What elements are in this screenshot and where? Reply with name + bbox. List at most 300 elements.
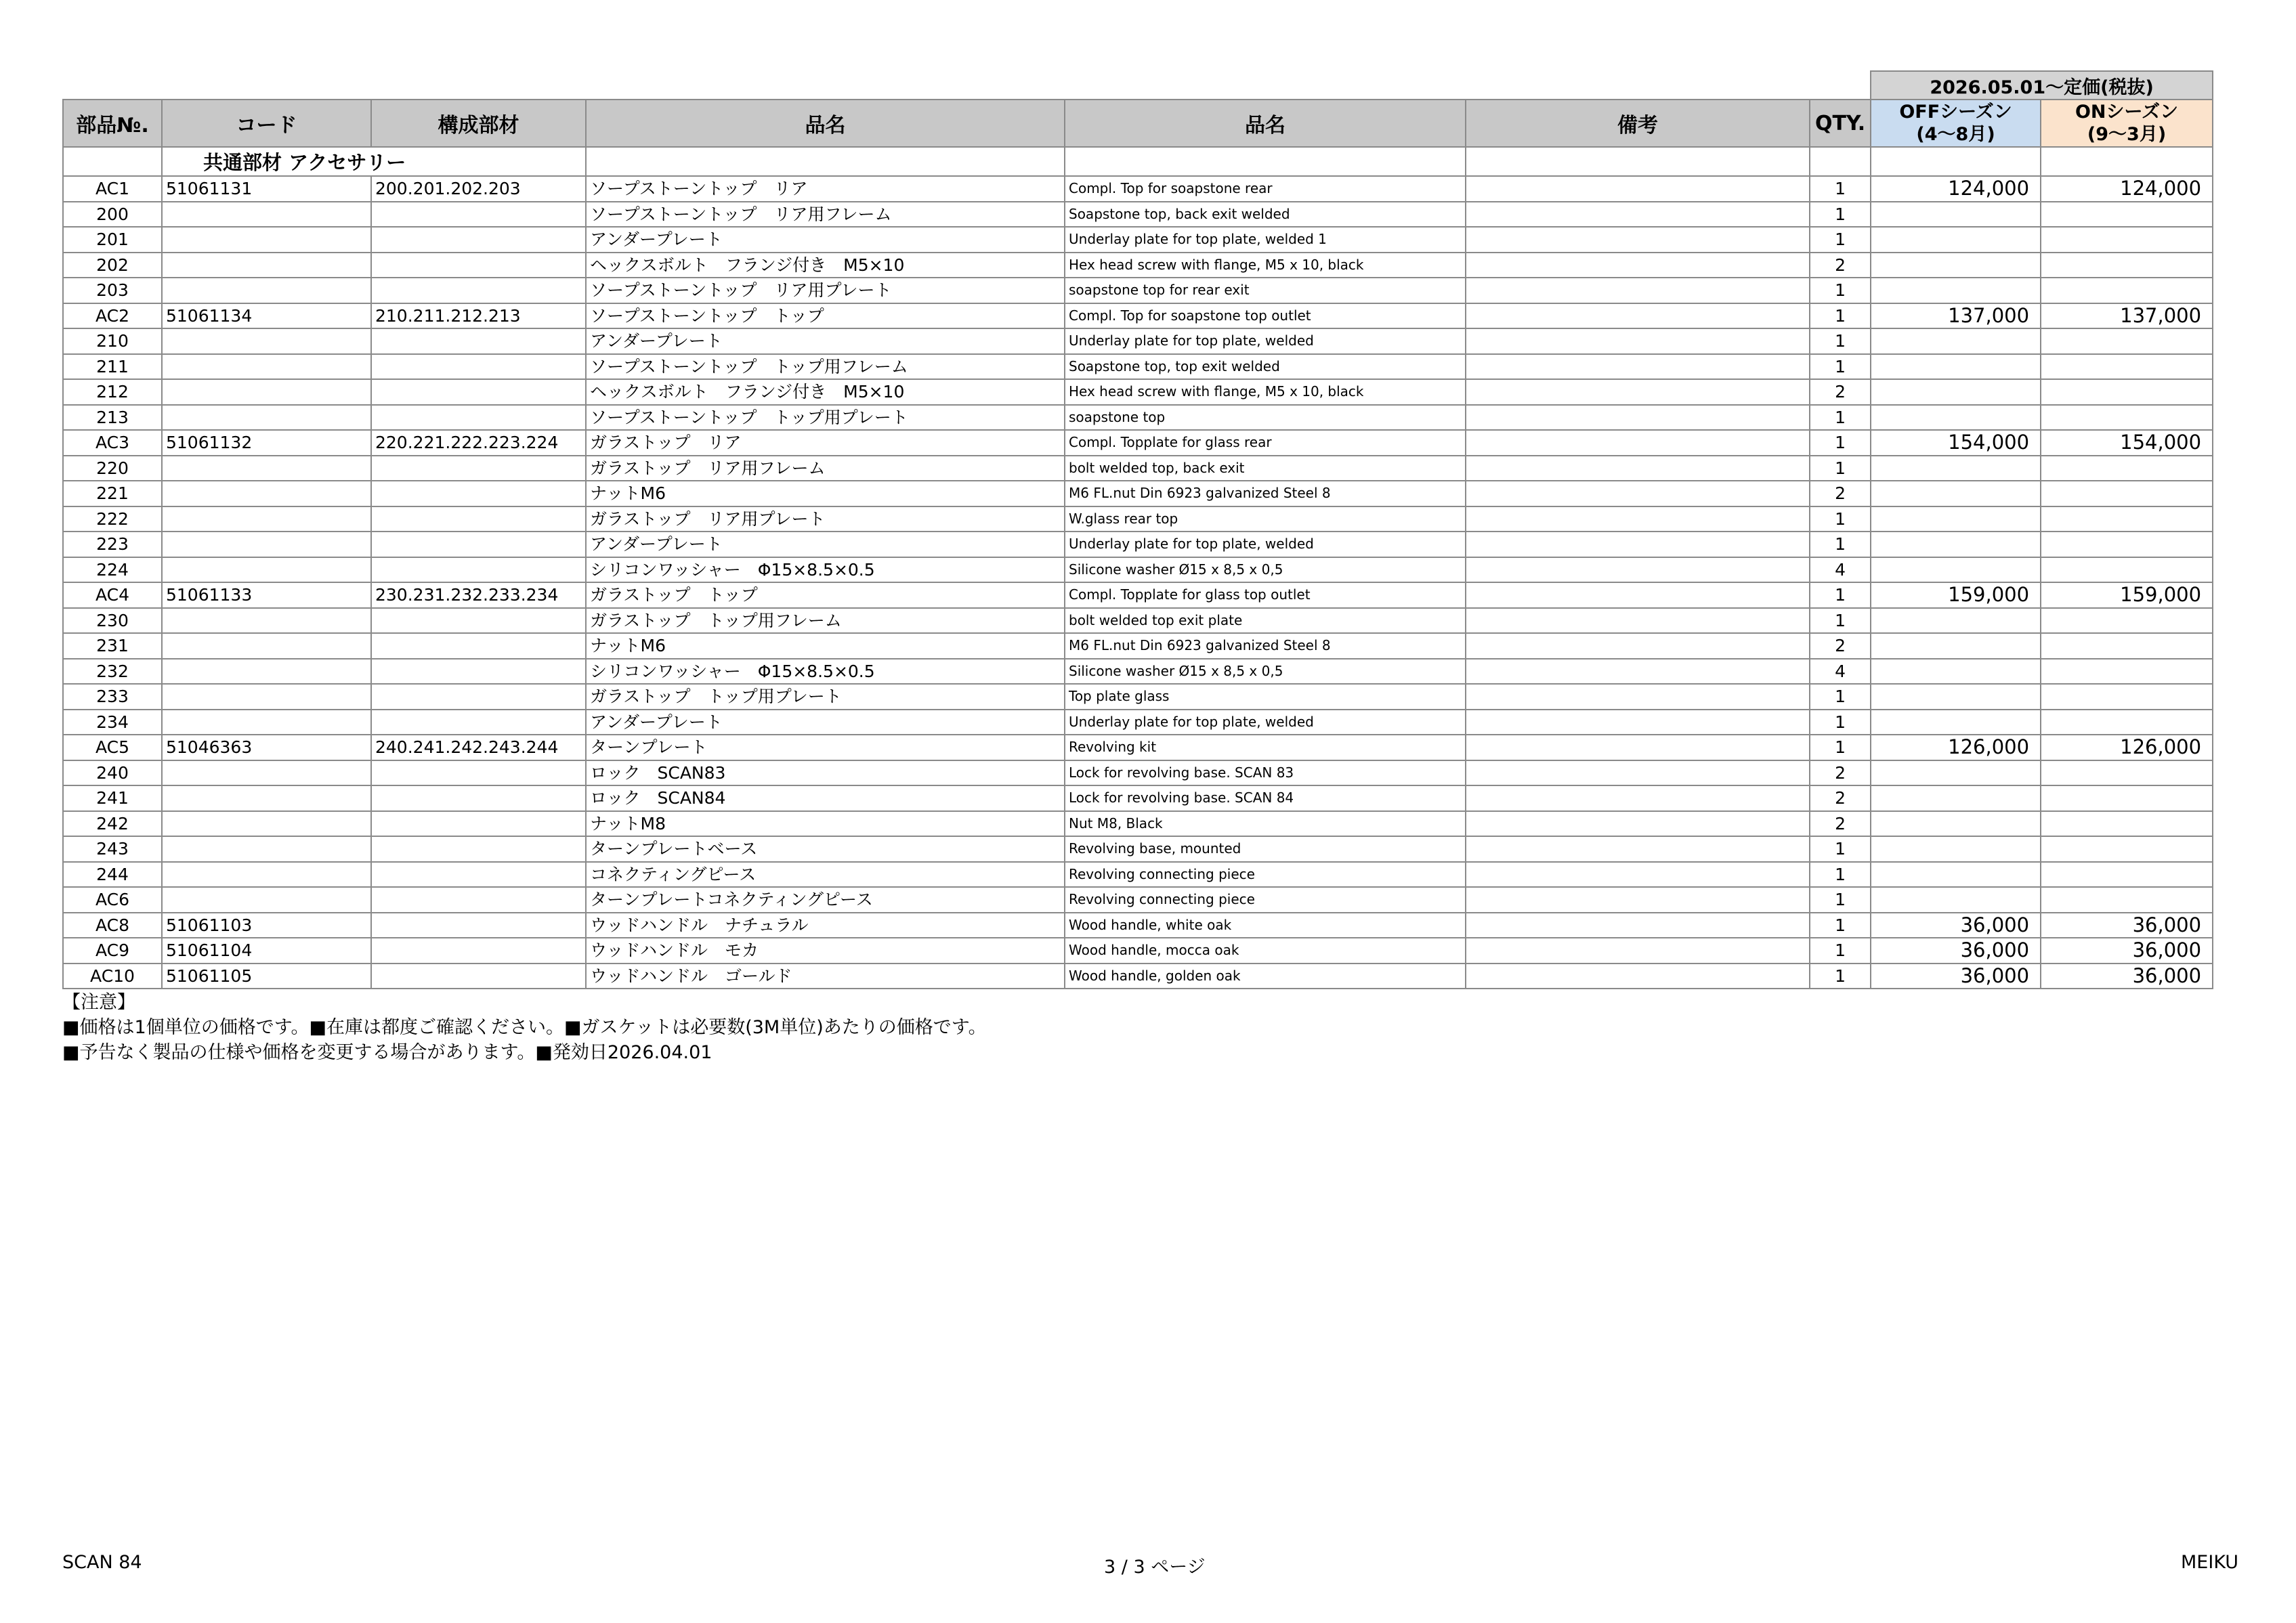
cell-name-jp: コネクティングピース — [586, 862, 1065, 888]
table-row — [63, 405, 2213, 431]
cell-name-jp: ウッドハンドル ナチュラル — [586, 913, 1065, 938]
cell-remarks — [1466, 176, 1810, 202]
cell-part-no: 244 — [63, 862, 162, 888]
cell-on-season-price — [2041, 354, 2213, 380]
cell-name-jp: ターンプレート — [586, 735, 1065, 760]
cell-name-jp: ソープストーントップ リア — [586, 176, 1065, 202]
cell-name-en: Underlay plate for top plate, welded 1 — [1065, 227, 1466, 253]
table-row — [63, 735, 2213, 760]
cell-components — [371, 202, 586, 228]
cell-remarks — [1466, 811, 1810, 837]
cell-off-season-price — [1871, 278, 2041, 303]
cell-code: 51061133 — [162, 582, 371, 608]
cell-name-en: Revolving base, mounted — [1065, 836, 1466, 862]
cell-components — [371, 379, 586, 405]
table-row — [63, 354, 2213, 380]
cell-remarks — [1466, 253, 1810, 278]
cell-components — [371, 557, 586, 583]
cell-code — [162, 633, 371, 659]
cell-name-en: Top plate glass — [1065, 684, 1466, 710]
cell-name-en: Revolving connecting piece — [1065, 862, 1466, 888]
cell-components — [371, 532, 586, 557]
table-row — [63, 659, 2213, 685]
cell-name-jp: アンダープレート — [586, 227, 1065, 253]
cell-qty: 1 — [1810, 303, 1871, 329]
cell-name-jp: ヘックスボルト フランジ付き M5×10 — [586, 379, 1065, 405]
cell-remarks — [1466, 684, 1810, 710]
cell-on-season-price — [2041, 379, 2213, 405]
column-header-components: 構成部材 — [371, 100, 586, 147]
table-row — [63, 760, 2213, 786]
cell-remarks — [1466, 328, 1810, 354]
cell-components: 200.201.202.203 — [371, 176, 586, 202]
cell-part-no: 224 — [63, 557, 162, 583]
cell-on-season-price — [2041, 278, 2213, 303]
cell-components — [371, 405, 586, 431]
cell-off-season-price — [1871, 379, 2041, 405]
cell-name-en: soapstone top — [1065, 405, 1466, 431]
column-header-part-no: 部品№. — [63, 100, 162, 147]
cell-on-season-price — [2041, 684, 2213, 710]
cell-code — [162, 278, 371, 303]
table-row — [63, 964, 2213, 989]
cell-name-en: Underlay plate for top plate, welded — [1065, 710, 1466, 735]
cell-part-no: AC6 — [63, 887, 162, 913]
cell-components — [371, 938, 586, 964]
cell-part-no: 201 — [63, 227, 162, 253]
cell-on-season-price — [2041, 633, 2213, 659]
cell-components — [371, 354, 586, 380]
cell-code — [162, 532, 371, 557]
cell-code: 51061103 — [162, 913, 371, 938]
cell-name-jp: シリコンワッシャー Φ15×8.5×0.5 — [586, 557, 1065, 583]
cell-on-season-price — [2041, 862, 2213, 888]
cell-on-season-price — [2041, 202, 2213, 228]
cell-code — [162, 684, 371, 710]
cell-remarks — [1466, 964, 1810, 989]
cell-name-jp: ソープストーントップ トップ用フレーム — [586, 354, 1065, 380]
cell-on-season-price — [2041, 887, 2213, 913]
cell-name-en: Revolving kit — [1065, 735, 1466, 760]
cell-name-jp: ウッドハンドル モカ — [586, 938, 1065, 964]
cell-part-no: 220 — [63, 456, 162, 481]
cell-components — [371, 481, 586, 506]
cell-name-en: Silicone washer Ø15 x 8,5 x 0,5 — [1065, 557, 1466, 583]
cell-off-season-price — [1871, 227, 2041, 253]
cell-name-en: Wood handle, mocca oak — [1065, 938, 1466, 964]
cell-qty: 1 — [1810, 176, 1871, 202]
cell-components: 210.211.212.213 — [371, 303, 586, 329]
footer-page-number: 3 / 3 ページ — [1104, 1557, 1206, 1578]
cell-off-season-price — [1871, 506, 2041, 532]
cell-off-season-price: 36,000 — [1871, 938, 2041, 964]
footer-brand: MEIKU — [2181, 1552, 2239, 1573]
cell-components — [371, 659, 586, 685]
cell-remarks — [1466, 532, 1810, 557]
cell-qty: 2 — [1810, 760, 1871, 786]
cell-name-en: Compl. Top for soapstone rear — [1065, 176, 1466, 202]
cell-qty: 2 — [1810, 633, 1871, 659]
column-header-off-season — [1871, 100, 2041, 147]
section-title: 共通部材 アクセサリー — [162, 147, 586, 176]
cell-code — [162, 862, 371, 888]
table-row — [63, 710, 2213, 735]
cell-qty: 1 — [1810, 328, 1871, 354]
cell-code — [162, 887, 371, 913]
cell-qty: 1 — [1810, 506, 1871, 532]
cell-code: 51061132 — [162, 430, 371, 456]
cell-part-no: 210 — [63, 328, 162, 354]
cell-name-jp: アンダープレート — [586, 328, 1065, 354]
cell-name-en: Underlay plate for top plate, welded — [1065, 532, 1466, 557]
cell-part-no: AC9 — [63, 938, 162, 964]
cell-name-jp: ソープストーントップ リア用フレーム — [586, 202, 1065, 228]
cell-qty: 2 — [1810, 481, 1871, 506]
cell-on-season-price: 126,000 — [2041, 735, 2213, 760]
cell-components — [371, 506, 586, 532]
cell-name-jp: ソープストーントップ トップ — [586, 303, 1065, 329]
cell-name-jp: アンダープレート — [586, 532, 1065, 557]
cell-off-season-price — [1871, 710, 2041, 735]
cell-remarks — [1466, 913, 1810, 938]
cell-name-en: M6 FL.nut Din 6923 galvanized Steel 8 — [1065, 481, 1466, 506]
column-header-name-en: 品名 — [1065, 100, 1466, 147]
cell-components — [371, 253, 586, 278]
cell-name-jp: ガラストップ トップ用フレーム — [586, 608, 1065, 634]
cell-off-season-price — [1871, 328, 2041, 354]
cell-on-season-price — [2041, 608, 2213, 634]
cell-off-season-price — [1871, 811, 2041, 837]
cell-name-en: bolt welded top, back exit — [1065, 456, 1466, 481]
cell-name-jp: ターンプレートコネクティングピース — [586, 887, 1065, 913]
cell-name-jp: ウッドハンドル ゴールド — [586, 964, 1065, 989]
cell-name-en: Lock for revolving base. SCAN 84 — [1065, 785, 1466, 811]
cell-name-en: Silicone washer Ø15 x 8,5 x 0,5 — [1065, 659, 1466, 685]
cell-part-no: AC8 — [63, 913, 162, 938]
cell-name-jp: ターンプレートベース — [586, 836, 1065, 862]
cell-part-no: 203 — [63, 278, 162, 303]
cell-name-en: Compl. Topplate for glass top outlet — [1065, 582, 1466, 608]
cell-on-season-price: 137,000 — [2041, 303, 2213, 329]
cell-remarks — [1466, 430, 1810, 456]
cell-code — [162, 328, 371, 354]
cell-qty: 1 — [1810, 227, 1871, 253]
cell-qty: 4 — [1810, 557, 1871, 583]
cell-on-season-price: 124,000 — [2041, 176, 2213, 202]
cell-qty: 1 — [1810, 938, 1871, 964]
cell-code — [162, 836, 371, 862]
cell-off-season-price: 154,000 — [1871, 430, 2041, 456]
table-row — [63, 633, 2213, 659]
price-band-row — [63, 71, 2213, 100]
cell-on-season-price — [2041, 253, 2213, 278]
cell-components — [371, 633, 586, 659]
table-header-row — [63, 100, 2213, 147]
cell-name-en: soapstone top for rear exit — [1065, 278, 1466, 303]
cell-code — [162, 227, 371, 253]
cell-components — [371, 811, 586, 837]
cell-qty: 1 — [1810, 710, 1871, 735]
cell-code — [162, 811, 371, 837]
cell-qty: 1 — [1810, 913, 1871, 938]
parts-price-table — [62, 70, 2213, 989]
notes-line-1: ■価格は1個単位の価格です。■在庫は都度ご確認ください。■ガスケットは必要数(3M単位)あたりの価格です。 — [62, 1017, 987, 1038]
cell-on-season-price: 36,000 — [2041, 938, 2213, 964]
column-header-code: コード — [162, 100, 371, 147]
cell-off-season-price — [1871, 862, 2041, 888]
cell-off-season-price — [1871, 456, 2041, 481]
column-header-name-jp: 品名 — [586, 100, 1065, 147]
cell-code — [162, 481, 371, 506]
cell-qty: 1 — [1810, 836, 1871, 862]
off-season-label: OFFシーズン — [1899, 102, 2012, 123]
footer-model: SCAN 84 — [62, 1552, 142, 1573]
cell-remarks — [1466, 456, 1810, 481]
cell-components — [371, 456, 586, 481]
cell-remarks — [1466, 278, 1810, 303]
cell-part-no: AC3 — [63, 430, 162, 456]
cell-qty: 1 — [1810, 608, 1871, 634]
table-row — [63, 532, 2213, 557]
cell-name-jp: ガラストップ リア — [586, 430, 1065, 456]
cell-name-jp: ロック SCAN83 — [586, 760, 1065, 786]
table-row — [63, 506, 2213, 532]
cell-qty: 1 — [1810, 532, 1871, 557]
cell-name-en: Revolving connecting piece — [1065, 887, 1466, 913]
cell-qty: 2 — [1810, 785, 1871, 811]
table-row — [63, 557, 2213, 583]
cell-on-season-price — [2041, 836, 2213, 862]
table-row — [63, 379, 2213, 405]
cell-name-en: Underlay plate for top plate, welded — [1065, 328, 1466, 354]
off-season-months: (4～8月) — [1916, 124, 1995, 145]
cell-remarks — [1466, 557, 1810, 583]
cell-remarks — [1466, 506, 1810, 532]
cell-name-jp: アンダープレート — [586, 710, 1065, 735]
cell-remarks — [1466, 202, 1810, 228]
cell-on-season-price — [2041, 227, 2213, 253]
cell-code: 51061134 — [162, 303, 371, 329]
cell-off-season-price — [1871, 684, 2041, 710]
cell-name-en: Lock for revolving base. SCAN 83 — [1065, 760, 1466, 786]
table-row — [63, 303, 2213, 329]
cell-components — [371, 227, 586, 253]
cell-off-season-price — [1871, 608, 2041, 634]
cell-part-no: AC1 — [63, 176, 162, 202]
cell-name-en: Soapstone top, back exit welded — [1065, 202, 1466, 228]
table-row — [63, 684, 2213, 710]
cell-code — [162, 785, 371, 811]
table-row — [63, 836, 2213, 862]
cell-code — [162, 506, 371, 532]
cell-off-season-price: 126,000 — [1871, 735, 2041, 760]
cell-components — [371, 710, 586, 735]
cell-off-season-price — [1871, 405, 2041, 431]
table-row — [63, 785, 2213, 811]
cell-components: 230.231.232.233.234 — [371, 582, 586, 608]
cell-code — [162, 760, 371, 786]
cell-qty: 1 — [1810, 684, 1871, 710]
cell-on-season-price — [2041, 760, 2213, 786]
cell-remarks — [1466, 785, 1810, 811]
cell-on-season-price — [2041, 710, 2213, 735]
column-header-on-season — [2041, 100, 2213, 147]
cell-part-no: 212 — [63, 379, 162, 405]
cell-components — [371, 887, 586, 913]
cell-name-jp: シリコンワッシャー Φ15×8.5×0.5 — [586, 659, 1065, 685]
cell-on-season-price: 36,000 — [2041, 913, 2213, 938]
cell-name-jp: ナットM8 — [586, 811, 1065, 837]
cell-code — [162, 659, 371, 685]
cell-on-season-price — [2041, 557, 2213, 583]
cell-off-season-price — [1871, 532, 2041, 557]
cell-part-no: 232 — [63, 659, 162, 685]
cell-name-jp: ソープストーントップ リア用プレート — [586, 278, 1065, 303]
table-row — [63, 456, 2213, 481]
cell-part-no: 240 — [63, 760, 162, 786]
cell-qty: 1 — [1810, 735, 1871, 760]
cell-qty: 2 — [1810, 253, 1871, 278]
cell-components — [371, 836, 586, 862]
price-band-label: 2026.05.01～定価(税抜) — [1871, 71, 2213, 100]
cell-off-season-price — [1871, 253, 2041, 278]
table-row — [63, 608, 2213, 634]
cell-remarks — [1466, 633, 1810, 659]
table-row — [63, 862, 2213, 888]
cell-name-en: Soapstone top, top exit welded — [1065, 354, 1466, 380]
cell-part-no: 222 — [63, 506, 162, 532]
cell-on-season-price — [2041, 328, 2213, 354]
cell-qty: 1 — [1810, 862, 1871, 888]
cell-on-season-price — [2041, 481, 2213, 506]
cell-name-en: Hex head screw with flange, M5 x 10, black — [1065, 379, 1466, 405]
cell-qty: 1 — [1810, 405, 1871, 431]
cell-on-season-price — [2041, 405, 2213, 431]
table-row — [63, 582, 2213, 608]
cell-code — [162, 710, 371, 735]
cell-remarks — [1466, 227, 1810, 253]
table-row — [63, 430, 2213, 456]
cell-remarks — [1466, 938, 1810, 964]
cell-code: 51061104 — [162, 938, 371, 964]
cell-qty: 2 — [1810, 811, 1871, 837]
table-row — [63, 481, 2213, 506]
cell-components — [371, 328, 586, 354]
cell-on-season-price — [2041, 785, 2213, 811]
cell-off-season-price — [1871, 836, 2041, 862]
cell-remarks — [1466, 379, 1810, 405]
cell-on-season-price: 159,000 — [2041, 582, 2213, 608]
cell-part-no: 200 — [63, 202, 162, 228]
cell-off-season-price — [1871, 659, 2041, 685]
cell-components: 220.221.222.223.224 — [371, 430, 586, 456]
cell-remarks — [1466, 303, 1810, 329]
table-row — [63, 913, 2213, 938]
cell-name-jp: ナットM6 — [586, 633, 1065, 659]
cell-components — [371, 278, 586, 303]
cell-part-no: 242 — [63, 811, 162, 837]
cell-on-season-price — [2041, 456, 2213, 481]
cell-code: 51061131 — [162, 176, 371, 202]
cell-remarks — [1466, 354, 1810, 380]
cell-components — [371, 608, 586, 634]
cell-components — [371, 760, 586, 786]
cell-on-season-price — [2041, 532, 2213, 557]
cell-code — [162, 253, 371, 278]
cell-part-no: 233 — [63, 684, 162, 710]
cell-remarks — [1466, 405, 1810, 431]
cell-name-en: M6 FL.nut Din 6923 galvanized Steel 8 — [1065, 633, 1466, 659]
cell-qty: 1 — [1810, 202, 1871, 228]
cell-part-no: AC5 — [63, 735, 162, 760]
cell-remarks — [1466, 887, 1810, 913]
cell-part-no: AC10 — [63, 964, 162, 989]
cell-remarks — [1466, 735, 1810, 760]
cell-on-season-price — [2041, 659, 2213, 685]
cell-name-jp: ロック SCAN84 — [586, 785, 1065, 811]
cell-name-jp: ソープストーントップ トップ用プレート — [586, 405, 1065, 431]
cell-components — [371, 862, 586, 888]
notes-block — [62, 990, 987, 1065]
cell-qty: 1 — [1810, 354, 1871, 380]
cell-off-season-price — [1871, 557, 2041, 583]
cell-part-no: AC4 — [63, 582, 162, 608]
column-header-remarks: 備考 — [1466, 100, 1810, 147]
cell-name-en: Compl. Topplate for glass rear — [1065, 430, 1466, 456]
cell-off-season-price — [1871, 354, 2041, 380]
table-row — [63, 887, 2213, 913]
cell-components: 240.241.242.243.244 — [371, 735, 586, 760]
on-season-months: (9～3月) — [2087, 124, 2167, 145]
cell-remarks — [1466, 659, 1810, 685]
cell-part-no: 221 — [63, 481, 162, 506]
cell-off-season-price: 159,000 — [1871, 582, 2041, 608]
cell-part-no: 202 — [63, 253, 162, 278]
cell-part-no: 223 — [63, 532, 162, 557]
cell-name-en: Wood handle, white oak — [1065, 913, 1466, 938]
cell-off-season-price — [1871, 760, 2041, 786]
cell-part-no: AC2 — [63, 303, 162, 329]
cell-remarks — [1466, 481, 1810, 506]
cell-code — [162, 405, 371, 431]
cell-code — [162, 354, 371, 380]
cell-qty: 2 — [1810, 379, 1871, 405]
cell-qty: 4 — [1810, 659, 1871, 685]
cell-part-no: 234 — [63, 710, 162, 735]
cell-name-en: W.glass rear top — [1065, 506, 1466, 532]
cell-qty: 1 — [1810, 582, 1871, 608]
cell-remarks — [1466, 836, 1810, 862]
cell-remarks — [1466, 608, 1810, 634]
cell-remarks — [1466, 582, 1810, 608]
cell-part-no: 230 — [63, 608, 162, 634]
table-row — [63, 278, 2213, 303]
cell-off-season-price: 36,000 — [1871, 964, 2041, 989]
cell-code — [162, 456, 371, 481]
cell-off-season-price — [1871, 481, 2041, 506]
on-season-label: ONシーズン — [2075, 102, 2179, 123]
cell-code: 51046363 — [162, 735, 371, 760]
cell-part-no: 231 — [63, 633, 162, 659]
cell-components — [371, 964, 586, 989]
cell-code — [162, 557, 371, 583]
cell-components — [371, 785, 586, 811]
table-row — [63, 227, 2213, 253]
cell-remarks — [1466, 862, 1810, 888]
cell-qty: 1 — [1810, 456, 1871, 481]
cell-part-no: 243 — [63, 836, 162, 862]
cell-off-season-price: 124,000 — [1871, 176, 2041, 202]
